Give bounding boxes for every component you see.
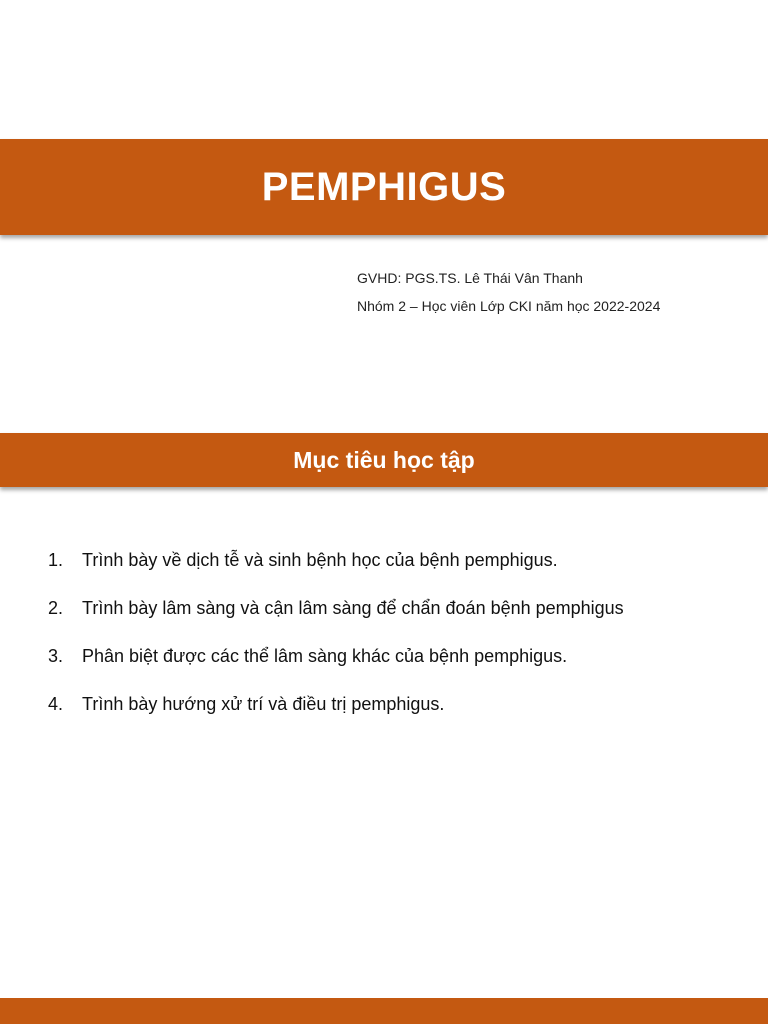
- list-item-text: Trình bày hướng xử trí và điều trị pemphigus.: [82, 694, 445, 714]
- list-item: [48, 550, 748, 598]
- section-banner: [0, 433, 768, 487]
- list-item-text: Phân biệt được các thể lâm sàng khác của bệnh pemphigus.: [82, 646, 568, 666]
- list-item-number: 2.: [48, 598, 64, 618]
- advisor-line: GVHD: PGS.TS. Lê Thái Vân Thanh: [357, 270, 583, 286]
- presentation-info: [357, 268, 757, 324]
- list-item-text: Trình bày về dịch tễ và sinh bệnh học của bệnh pemphigus.: [82, 550, 558, 570]
- title-banner: [0, 139, 768, 235]
- list-item-number: 3.: [48, 646, 64, 666]
- list-item: [48, 694, 748, 742]
- footer-bar: [0, 998, 768, 1024]
- list-item-text: Trình bày lâm sàng và cận lâm sàng để chẩn đoán bệnh pemphigus: [82, 598, 624, 618]
- list-item-number: 1.: [48, 550, 64, 570]
- list-item: [48, 646, 748, 694]
- list-item-number: 4.: [48, 694, 64, 714]
- objectives-list: [48, 550, 748, 742]
- list-item: [48, 598, 748, 646]
- slide-title: PEMPHIGUS: [261, 164, 507, 209]
- section-heading: Mục tiêu học tập: [293, 446, 475, 473]
- group-line: Nhóm 2 – Học viên Lớp CKI năm học 2022-2024: [357, 298, 661, 314]
